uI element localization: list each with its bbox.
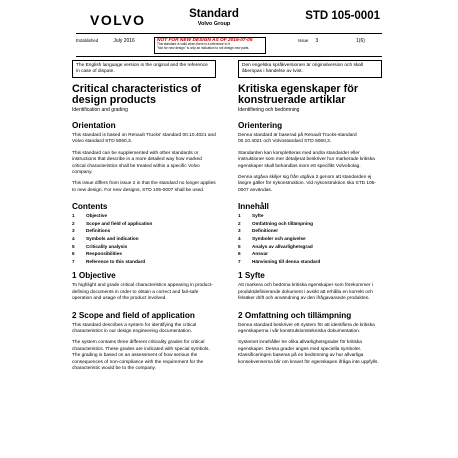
orientation-paragraph-1-sv: Denna standard är baserad på Renault Trucks-standard 00.10.4021 och Volvostandard STD 5060,3. [238,133,357,145]
toc-item-sv[interactable]: 2 Omfattning och tillämpning [238,220,313,226]
document-title-en: Critical characteristics of design products [72,83,202,106]
orientation-paragraph-2-en: This standard can be supplemented with other standards or instructions that describe in a more detailed way how marked critical characteristics shall be treated within a specific Volvo company. [72,150,202,176]
objective-heading-en: 1 Objective [72,271,116,281]
language-notice-english: The English language version is the original and the reference in case of dispute. [72,60,216,78]
scope-paragraph-2-en: The system contains three different criticality grades for critical characteristics. These grades are indicated with special symbols. The grading is based on an assessment of how serious the consequences of non-compliance with the requirement for the characteristic would be to the company. [72,340,210,372]
scope-heading-sv: 2 Omfattning och tillämpning [238,310,352,320]
scope-paragraph-1-en: This standard describes a system for identifying the critical characteristics in our design engineering documentation. [72,322,197,335]
objective-paragraph-sv: Att markera och bedöma kritiska egenskaper som förekommer i produktdefinierande dokument i avsikt att erhålla en korrekt och felsäker drift och användning av den ifrågavarande produkten. [238,283,373,302]
warning-line-2: "Not for new design" is only an indication to not design new parts. [157,45,250,50]
toc-item-sv[interactable]: 6 Ansvar [238,251,268,257]
header-title: Standard [189,8,239,20]
orientation-heading-sv: Orientering [238,121,283,130]
document-page [72,0,390,458]
warning-title: NOT FOR NEW DESIGN AS OF 2016-07-05 [157,38,253,43]
issue-label: Issue [298,38,309,43]
orientation-paragraph-1-en: This standard is based on Renault Trucks' standard 00.10.4021 and Volvo standard STD 5060,3. [72,133,216,145]
scope-heading-en: 2 Scope and field of application [72,310,195,320]
toc-item-en[interactable]: 4 Symbols and indication [72,236,139,242]
toc-item-sv[interactable]: 5 Analys av allvarlighetsgrad [238,243,313,249]
not-for-new-design-notice [154,37,266,54]
scope-paragraph-2-sv: Systemet innehåller tre olika allvarlighetsgrader för kritiska egenskaper. Dessa grader anges med speciella symboler. Klassificeringen baseras på en bedömning av hur allvarliga konsekvenserna blir om kravet för egenskapen ifråga inte uppfylls. [238,340,379,365]
scope-paragraph-1-sv: Denna standard beskriver ett system för att identifiera de kritiska egenskaperna i vår konstruktionstekniska dokumentation. [238,322,375,335]
issue-value: 3 [315,38,319,44]
contents-heading-en: Contents [72,202,108,212]
issue-field [298,38,318,44]
objective-heading-sv: 1 Syfte [238,271,265,281]
document-subtitle-sv: Identifiering och bedömning [238,107,300,113]
objective-paragraph-en: To highlight and grade critical characteristics appearing in product-defining documents in order to obtain a correct and fail-safe operation and usage of the product involved. [72,283,213,302]
english-column [72,84,216,372]
swedish-column [238,84,380,366]
toc-item-en[interactable]: 3 Definitions [72,228,111,234]
toc-item-sv[interactable]: 3 Definitioner [238,228,279,234]
orientation-paragraph-3-sv: Denna utgåva skiljer sig från utgåva 2 genom att standarden ej längre gäller för nykonstruktion. Vid nykonstruktion ska STD 105-0007 användas. [238,175,377,193]
orientation-paragraph-3-en: This issue differs from issue 2 in that the standard no longer applies to new design. For new designs, STD 105-0007 shall be used. [72,181,216,193]
table-of-contents-sv [238,212,380,265]
meta-divider [76,56,382,57]
toc-item-en[interactable]: 7 Reference to this standard [72,258,146,264]
contents-heading-sv: Innehåll [238,202,269,212]
toc-item-sv[interactable]: 4 Symboler och angivelse [238,236,306,242]
established-label: Established [76,38,99,43]
orientation-paragraph-2-sv: Standarden kan kompletteras med andra standarder eller instruktioner som mer detaljerat beskriver hur markerade kritiska egenskaper skall behandlas inom ett specifikt Volvobolag. [238,150,375,169]
page-number-field [354,38,365,44]
established-value: July 2016 [113,38,135,44]
toc-item-sv[interactable]: 1 Syfte [238,213,264,219]
language-notice-swedish: Den engelska språkversionen är originalversion och skall åberopas i händelse av tvist. [238,60,382,78]
established-field [76,38,135,44]
page-number: 1(6) [356,38,365,44]
orientation-heading-en: Orientation [72,121,116,130]
standard-number: STD 105-0001 [305,10,380,22]
toc-item-en[interactable]: 1 Objective [72,213,108,219]
toc-item-en[interactable]: 5 Criticality analysis [72,243,128,249]
toc-item-en[interactable]: 2 Scope and field of application [72,220,153,226]
toc-item-sv[interactable]: 7 Hänvisning till denna standard [238,258,321,264]
volvo-logo: VOLVO [90,12,146,28]
doc-type-header [154,8,274,27]
toc-item-en[interactable]: 6 Responsibilities [72,251,122,257]
document-title-sv: Kritiska egenskaper för konstruerade artiklar [238,83,359,106]
document-subtitle-en: Identification and grading [72,107,128,113]
header-divider [76,33,382,34]
table-of-contents-en [72,212,216,265]
warning-line-1: This standard is valid when there is a reference to it. [157,42,231,46]
header-subtitle: Volvo Group [197,21,231,27]
